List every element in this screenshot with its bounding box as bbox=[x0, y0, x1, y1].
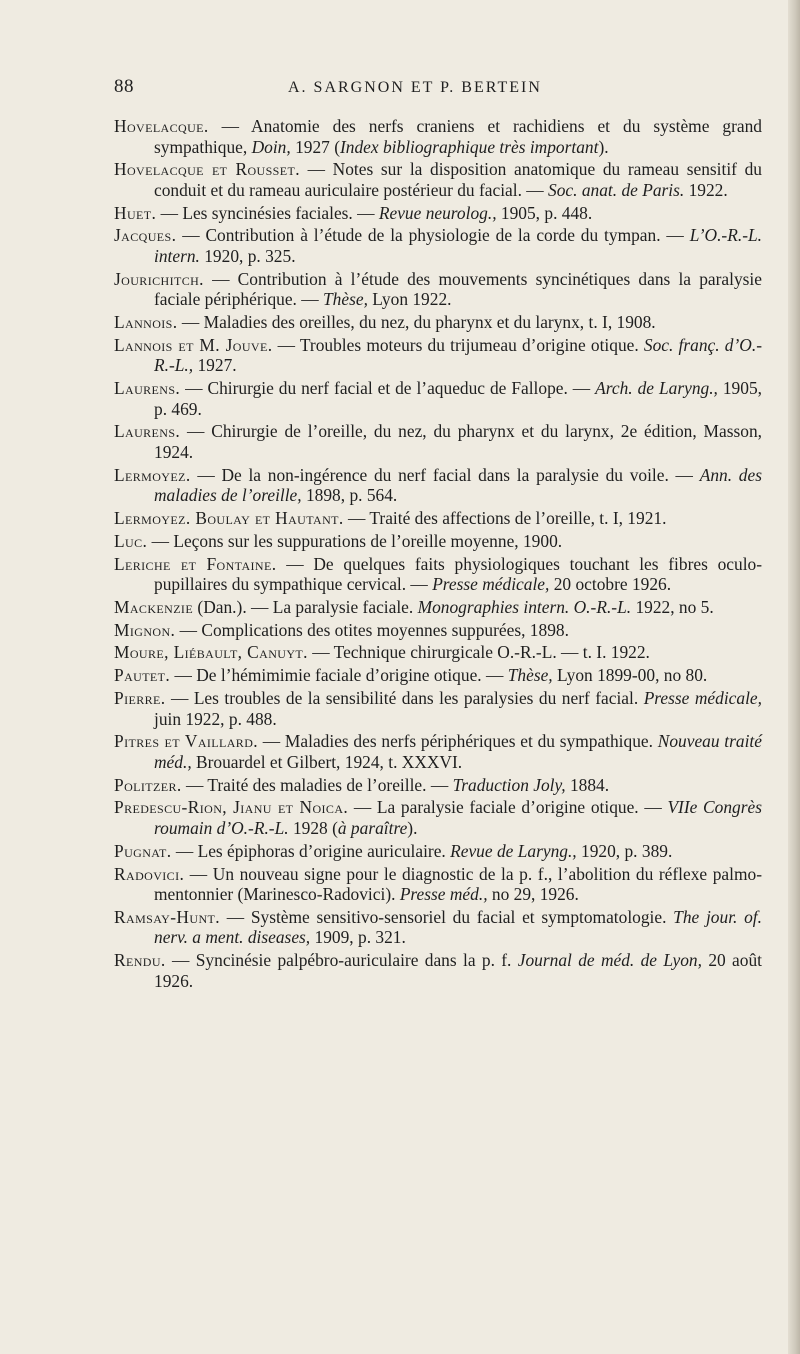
entry-text: no 29, 1926. bbox=[487, 884, 579, 905]
entry-text: — Troubles moteurs du trijumeau d’origine otique. bbox=[272, 334, 644, 355]
entry-source: L’O.-R.-L. intern. bbox=[154, 225, 762, 266]
running-title: A. SARGNON ET P. BERTEIN bbox=[288, 79, 542, 96]
entry-text: 1920, p. 325. bbox=[199, 245, 296, 266]
entry-text: 1922, no 5. bbox=[631, 596, 714, 617]
bibliography-entry bbox=[114, 203, 762, 224]
entry-source: Presse médicale, bbox=[643, 688, 762, 709]
entry-source: Doin, bbox=[251, 136, 291, 157]
entry-source: Thèse, bbox=[507, 665, 553, 686]
entry-author: Moure, Liébault, Canuyt. bbox=[114, 642, 308, 663]
entry-author: Lermoyez. Boulay et Hautant. bbox=[114, 507, 344, 528]
bibliography-entry bbox=[114, 116, 762, 157]
entry-author: Hovelacque. bbox=[114, 116, 209, 136]
entry-author: Pugnat. bbox=[114, 840, 172, 861]
entry-text: 20 août 1926. bbox=[154, 950, 763, 991]
bibliography-entry bbox=[114, 312, 762, 333]
entry-author: Luc. bbox=[114, 530, 148, 551]
entry-author: Lannois et M. Jouve. bbox=[114, 334, 273, 355]
entry-text: 1905, p. 469. bbox=[154, 378, 762, 419]
entry-author: Huet. bbox=[114, 202, 157, 223]
bibliography-entry bbox=[114, 159, 762, 200]
entry-source: Traduction Joly, bbox=[452, 774, 566, 795]
entry-author: Pautet. bbox=[114, 665, 171, 686]
entry-text: — De quelques faits physiologiques touchant les fibres oculo-pupillaires du sympathique cervical. — bbox=[154, 553, 763, 595]
bibliography-entry bbox=[114, 531, 762, 552]
entry-author: Leriche et Fontaine. bbox=[114, 553, 277, 574]
bibliography-entry bbox=[114, 421, 762, 462]
bibliography-entry bbox=[114, 775, 762, 796]
entry-author: Jacques. bbox=[114, 225, 177, 246]
entry-source: Monographies intern. O.-R.-L. bbox=[417, 596, 632, 617]
entry-text: — La paralysie faciale d’origine otique. — bbox=[348, 797, 668, 818]
entry-text: — Les épiphoras d’origine auriculaire. bbox=[171, 840, 451, 861]
entry-text: — De la non-ingérence du nerf facial dans la paralysie du voile. — bbox=[190, 464, 700, 485]
entry-text: — Les troubles de la sensibilité dans les paralysies du nerf facial. bbox=[165, 688, 644, 709]
entry-text: — Traité des maladies de l’oreille. — bbox=[181, 774, 453, 795]
bibliography-entry bbox=[114, 225, 762, 266]
entry-text: Lyon 1899-00, no 80. bbox=[552, 665, 708, 686]
bibliography-entry bbox=[114, 378, 762, 419]
bibliography-entry bbox=[114, 554, 762, 595]
entry-text: — Contribution à l’étude des mouvements syncinétiques dans la paralysie faciale périphérique. — bbox=[154, 268, 762, 310]
entry-text: — Un nouveau signe pour le diagnostic de la p. f., l’abolition du réflexe palmo-mentonnier (Marinesco-Radovici). bbox=[154, 863, 762, 905]
entry-text: ). bbox=[407, 817, 418, 838]
entry-author: Lannois. bbox=[114, 311, 178, 332]
entry-author: Politzer. bbox=[114, 774, 182, 795]
entry-text: — Système sensitivo-sensoriel du facial et symptomatologie. bbox=[220, 906, 674, 927]
entry-text: juin 1922, p. 488. bbox=[154, 708, 277, 729]
bibliography-entry bbox=[114, 864, 762, 905]
bibliography-entry bbox=[114, 620, 762, 641]
entry-source: Presse méd., bbox=[399, 884, 488, 905]
entry-author: Lermoyez. bbox=[114, 464, 191, 485]
entry-text: — Maladies des nerfs périphériques et du sympathique. bbox=[258, 731, 658, 752]
bibliography-list bbox=[114, 116, 762, 993]
bibliography-entry bbox=[114, 841, 762, 862]
entry-text: — Notes sur la disposition anatomique du rameau sensitif du conduit et du rameau auriculaire postérieur du facial. — bbox=[154, 159, 762, 200]
entry-text: 1920, p. 389. bbox=[576, 840, 673, 861]
entry-author: Pierre. bbox=[114, 688, 166, 709]
bibliography-entry bbox=[114, 269, 762, 310]
entry-author: Ramsay-Hunt. bbox=[114, 906, 220, 927]
entry-source: Revue de Laryng., bbox=[450, 840, 577, 861]
entry-text: — Traité des affections de l’oreille, t. I, 1921. bbox=[343, 507, 667, 528]
entry-text: — Contribution à l’étude de la physiologie de la corde du tympan. — bbox=[176, 225, 690, 246]
entry-text: — Anatomie des nerfs craniens et rachidiens et du système grand sympathique, bbox=[154, 116, 762, 157]
entry-author: Rendu. bbox=[114, 950, 166, 971]
entry-text: — Technique chirurgicale O.-R.-L. — t. I. 1922. bbox=[307, 642, 650, 663]
entry-text: (Dan.). — La paralysie faciale. bbox=[193, 596, 418, 617]
entry-source: à paraître bbox=[337, 817, 408, 838]
entry-author: Laurens. bbox=[114, 421, 181, 442]
entry-text: 1884. bbox=[565, 774, 610, 795]
entry-source: The jour. of. nerv. a ment. diseases, bbox=[154, 906, 762, 948]
bibliography-entry bbox=[114, 335, 762, 376]
entry-text: — Les syncinésies faciales. — bbox=[156, 202, 379, 223]
entry-text: 1922. bbox=[684, 179, 728, 200]
entry-author: Predescu-Rion, Jianu et Noica. bbox=[114, 797, 349, 818]
entry-text: — Syncinésie palpébro-auriculaire dans la p. f. bbox=[165, 950, 518, 971]
entry-text: — Maladies des oreilles, du nez, du pharynx et du larynx, t. I, 1908. bbox=[177, 311, 656, 332]
page-edge bbox=[788, 0, 800, 1354]
entry-source: Ann. des maladies de l’oreille, bbox=[154, 464, 762, 506]
entry-source: Thèse, bbox=[323, 289, 368, 310]
entry-text: 1909, p. 321. bbox=[310, 927, 406, 948]
entry-text: 20 octobre 1926. bbox=[549, 574, 672, 595]
entry-source: Arch. de Laryng., bbox=[595, 378, 718, 399]
entry-source: Revue neurolog., bbox=[378, 202, 497, 223]
entry-author: Jourichitch. bbox=[114, 268, 204, 289]
entry-author: Mignon. bbox=[114, 619, 176, 640]
entry-text: Brouardel et Gilbert, 1924, t. XXXVI. bbox=[191, 751, 463, 772]
page-number: 88 bbox=[114, 76, 134, 97]
entry-text: ). bbox=[598, 136, 609, 157]
entry-author: Mackenzie bbox=[114, 596, 194, 617]
bibliography-entry bbox=[114, 508, 762, 529]
entry-text: — Complications des otites moyennes suppurées, 1898. bbox=[175, 619, 569, 640]
entry-author: Pitres et Vaillard. bbox=[114, 731, 259, 752]
entry-text: — Chirurgie du nerf facial et de l’aqueduc de Fallope. — bbox=[180, 378, 596, 399]
entry-text: 1927 ( bbox=[290, 136, 340, 157]
entry-source: VIIe Congrès roumain d’O.-R.-L. bbox=[154, 797, 762, 838]
entry-source: Index bibliographique très important bbox=[340, 136, 599, 157]
entry-text: 1928 ( bbox=[288, 817, 338, 838]
bibliography-entry bbox=[114, 688, 762, 729]
entry-author: Hovelacque et Rousset. bbox=[114, 159, 300, 180]
bibliography-entry bbox=[114, 465, 762, 506]
entry-text: — De l’hémimimie faciale d’origine otique. — bbox=[170, 665, 508, 686]
entry-text: 1927. bbox=[193, 355, 237, 376]
entry-source: Journal de méd. de Lyon, bbox=[517, 950, 702, 971]
entry-author: Laurens. bbox=[114, 378, 181, 399]
bibliography-entry bbox=[114, 665, 762, 686]
page-header bbox=[114, 76, 764, 104]
entry-text: 1898, p. 564. bbox=[301, 485, 398, 506]
entry-source: Presse médicale, bbox=[432, 574, 550, 595]
bibliography-entry bbox=[114, 597, 762, 618]
entry-text: Lyon 1922. bbox=[367, 289, 452, 310]
entry-source: Soc. franç. d’O.-R.-L., bbox=[154, 334, 762, 376]
bibliography-entry bbox=[114, 731, 762, 772]
bibliography-entry bbox=[114, 907, 762, 948]
entry-source: Nouveau traité méd., bbox=[154, 731, 762, 772]
entry-source: Soc. anat. de Paris. bbox=[548, 179, 685, 200]
entry-text: 1905, p. 448. bbox=[496, 202, 593, 223]
entry-author: Radovici. bbox=[114, 863, 185, 884]
bibliography-entry bbox=[114, 642, 762, 663]
entry-text: — Leçons sur les suppurations de l’oreille moyenne, 1900. bbox=[147, 530, 563, 551]
bibliography-entry bbox=[114, 797, 762, 838]
entry-text: — Chirurgie de l’oreille, du nez, du pharynx et du larynx, 2e édition, Masson, 1924. bbox=[154, 421, 762, 462]
bibliography-entry bbox=[114, 950, 762, 991]
